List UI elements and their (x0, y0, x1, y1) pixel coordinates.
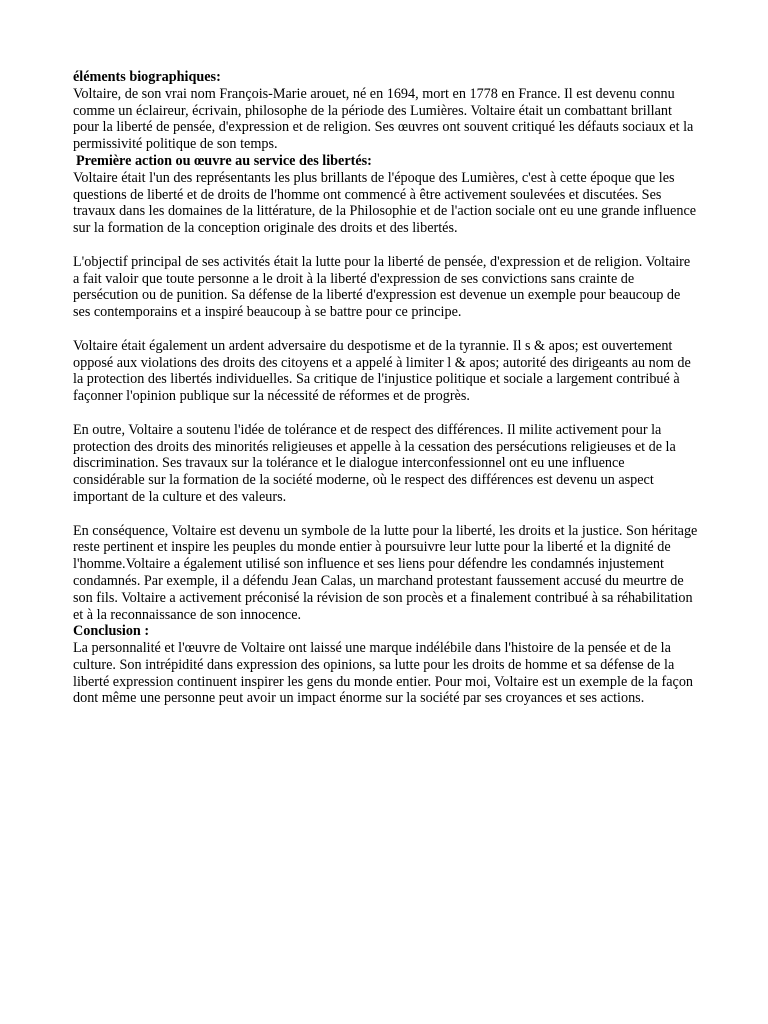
document-page (73, 69, 698, 707)
paragraph-spacer (73, 237, 698, 254)
paragraph-spacer (73, 321, 698, 338)
paragraph-enlightenment: Voltaire était l'un des représentants les plus brillants de l'époque des Lumières, c'est à cette époque que les questions de liberté et de droits de l'homme ont commencé à être activement soulevées et discutées. Ses travaux dans les domaines de la littérature, de la Philosophie et de l'action sociale ont eu une grande influence sur la formation de la conception originale des droits et des libertés. (73, 169, 697, 237)
paragraph-freedom-of-expression: L'objectif principal de ses activités était la lutte pour la liberté de pensée, d'expression et de religion. Voltaire a fait valoir que toute personne a le droit à la liberté d'expression de ses convictions sans crainte de persécution ou de punition. Sa défense de la liberté d'expression est devenue un exemple pour beaucoup de ses contemporains et a inspiré beaucoup à se battre pour ce principe. (73, 253, 691, 321)
paragraph-spacer (73, 405, 698, 422)
paragraph-spacer (73, 506, 698, 523)
heading-first-action: Première action ou œuvre au service des libertés: (76, 152, 372, 169)
paragraph-against-despotism: Voltaire était également un ardent adversaire du despotisme et de la tyrannie. Il s & apos; est ouvertement opposé aux violations des droits des citoyens et a appelé à limiter l & apos; autorité des dirigeants au nom de la protection des libertés individuelles. Sa critique de l'injustice politique et sociale a largement contribué à façonner l'opinion publique sur la nécessité de réformes et de progrès. (73, 337, 691, 405)
paragraph-conclusion: La personnalité et l'œuvre de Voltaire ont laissé une marque indélébile dans l'histoire de la pensée et de la culture. Son intrépidité dans expression des opinions, sa lutte pour les droits de homme et sa défense de la liberté expression continuent inspirer les gens du monde entier. Pour moi, Voltaire est un exemple de la façon dont même une personne peut avoir un impact énorme sur la société par ses croyances et ses actions. (73, 640, 694, 707)
paragraph-biography: Voltaire, de son vrai nom François-Marie arouet, né en 1694, mort en 1778 en France. Il est devenu connu comme un éclaireur, écrivain, philosophe de la période des Lumières. Voltaire était un combattant brillant pour la liberté de pensée, d'expression et de religion. Ses œuvres ont souvent critiqué les défauts sociaux et la permissivité politique de son temps. (73, 85, 694, 153)
heading-biographical-elements: éléments biographiques: (73, 69, 221, 85)
paragraph-legacy: En conséquence, Voltaire est devenu un symbole de la lutte pour la liberté, les droits et la justice. Son héritage reste pertinent et inspire les peuples du monde entier à poursuivre leur lutte pour la liberté et la dignité de l'homme.Voltaire a également utilisé son influence et ses liens pour défendre les condamnés injustement condamnés. Par exemple, il a défendu Jean Calas, un marchand protestant faussement accusé du meurtre de son fils. Voltaire a activement préconisé la révision de son procès et a finalement contribué à sa réhabilitation et à la reconnaissance de son innocence. (73, 522, 698, 623)
heading-conclusion: Conclusion : (73, 623, 150, 640)
paragraph-tolerance: En outre, Voltaire a soutenu l'idée de tolérance et de respect des différences. Il milite activement pour la protection des droits des minorités religieuses et appelle à la cessation des persécutions religieuses et de la discrimination. Ses travaux sur la tolérance et le dialogue interconfessionnel ont eu une influence considérable sur la formation de la société moderne, où le respect des différences est devenu un aspect important de la culture et des valeurs. (73, 421, 676, 505)
